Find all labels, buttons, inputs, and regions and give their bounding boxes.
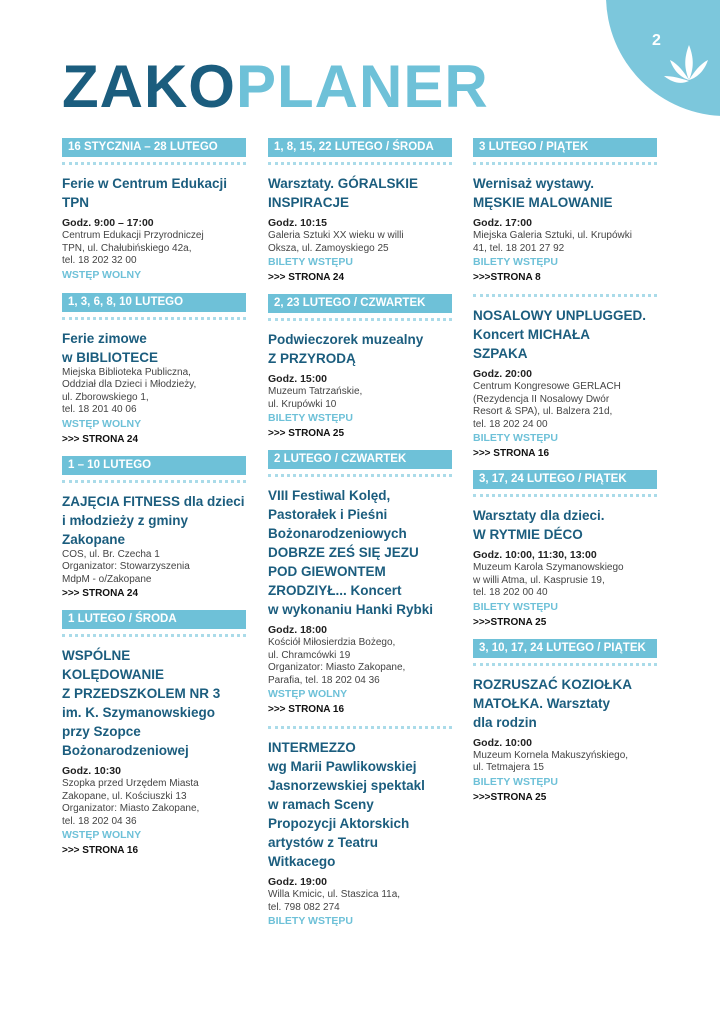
event-date-header: 3 LUTEGO / PIĄTEK xyxy=(473,138,657,157)
logo-part-planer: PLANER xyxy=(235,53,489,120)
dotted-divider xyxy=(473,294,657,297)
event-title: ROZRUSZAĆ KOZIOŁKA MATOŁKA. Warsztaty dla rodzin xyxy=(473,676,632,730)
event-date-header: 1 – 10 LUTEGO xyxy=(62,456,246,475)
event-title: NOSALOWY UNPLUGGED. Koncert MICHAŁA SZPAKA xyxy=(473,308,647,361)
event-tickets: BILETY WSTĘPU xyxy=(473,432,558,444)
zakoplaner-logo xyxy=(62,53,489,120)
event-item xyxy=(473,470,657,629)
event-venue: Willa Kmicic, ul. Staszica 11a, tel. 798 082 274 xyxy=(268,889,401,913)
event-page-ref: >>> STRONA 24 xyxy=(62,588,139,599)
dotted-divider xyxy=(473,162,657,165)
event-item xyxy=(268,726,452,929)
logo-part-zako: ZAKO xyxy=(62,53,236,120)
event-item xyxy=(268,138,452,284)
event-venue: Muzeum Kornela Makuszyńskiego, ul. Tetmajera 15 xyxy=(473,749,629,773)
dotted-divider xyxy=(62,162,246,165)
event-page-ref: >>> STRONA 16 xyxy=(62,845,139,856)
event-title: INTERMEZZO wg Marii Pawlikowskiej Jasnorzewskiej spektakl w ramach Sceny Propozycji Aktorskich artystów z Teatru Witkacego xyxy=(268,740,425,869)
leaf-logo-icon xyxy=(664,40,714,90)
event-date-header: 2, 23 LUTEGO / CZWARTEK xyxy=(268,294,452,313)
event-tickets: BILETY WSTĘPU xyxy=(473,256,558,268)
event-tickets: BILETY WSTĘPU xyxy=(473,600,558,613)
column-3 xyxy=(473,138,657,814)
event-title: WSPÓLNE KOLĘDOWANIE Z PRZEDSZKOLEM NR 3 im. K. Szymanowskiego przy Szopce Bożonarodzeniowej xyxy=(62,648,221,758)
event-venue: Miejska Galeria Sztuki, ul. Krupówki 41, tel. 18 201 27 92 xyxy=(473,230,632,254)
event-title: Warsztaty. GÓRALSKIE INSPIRACJE xyxy=(268,176,419,210)
event-venue: Centrum Edukacji Przyrodniczej TPN, ul. Chałubińskiego 42a, tel. 18 202 32 00 xyxy=(62,230,204,266)
event-time: Godz. 9:00 – 17:00 xyxy=(62,217,154,229)
event-page-ref: >>> STRONA 16 xyxy=(473,448,550,459)
event-title: Warsztaty dla dzieci. W RYTMIE DÉCO xyxy=(473,508,605,542)
event-tickets: WSTĘP WOLNY xyxy=(62,417,142,430)
event-item xyxy=(268,450,452,716)
event-time: Godz. 10:00, 11:30, 13:00 xyxy=(473,549,597,561)
column-2 xyxy=(268,138,452,939)
event-page-ref: >>> STRONA 24 xyxy=(268,272,345,283)
event-item xyxy=(62,610,246,857)
event-tickets: WSTĘP WOLNY xyxy=(268,688,348,700)
event-venue: Miejska Biblioteka Publiczna, Oddział dla Dzieci i Młodzieży, ul. Zborowskiego 1, tel. 18 201 40 06 xyxy=(62,366,197,415)
event-tickets: WSTĘP WOLNY xyxy=(62,829,142,841)
event-title: Podwieczorek muzealny Z PRZYRODĄ xyxy=(268,332,424,366)
event-venue: Galeria Sztuki XX wieku w willi Oksza, ul. Zamoyskiego 25 xyxy=(268,230,404,254)
event-date-header: 3, 17, 24 LUTEGO / PIĄTEK xyxy=(473,470,657,489)
event-item xyxy=(62,138,246,283)
event-date-header: 2 LUTEGO / CZWARTEK xyxy=(268,450,452,469)
dotted-divider xyxy=(268,318,452,321)
event-page-ref: >>> STRONA 25 xyxy=(268,428,345,439)
event-time: Godz. 18:00 xyxy=(268,624,327,636)
column-1 xyxy=(62,138,246,867)
event-date-header: 1, 3, 6, 8, 10 LUTEGO xyxy=(62,293,246,312)
page-number: 2 xyxy=(652,32,661,49)
event-title: VIII Festiwal Kolęd, Pastorałek i Pieśni Bożonarodzeniowych DOBRZE ZEŚ SIĘ JEZU POD GIEWONTEM ZRODZIYŁ... Koncert w wykonaniu Hanki Rybki xyxy=(268,488,434,617)
event-title: Ferie w Centrum Edukacji TPN xyxy=(62,176,228,210)
dotted-divider xyxy=(62,480,246,483)
event-time: Godz. 10:15 xyxy=(268,217,327,229)
event-title: Ferie zimowe w BIBLIOTECE xyxy=(62,330,159,365)
event-date-header: 3, 10, 17, 24 LUTEGO / PIĄTEK xyxy=(473,639,657,658)
event-page-ref: >>> STRONA 16 xyxy=(268,704,345,715)
event-item xyxy=(473,639,657,804)
event-page-ref: >>> STRONA 24 xyxy=(62,433,139,445)
event-date-header: 1, 8, 15, 22 LUTEGO / ŚRODA xyxy=(268,138,452,157)
event-item xyxy=(473,138,657,284)
event-venue: Centrum Kongresowe GERLACH (Rezydencja II Nosalowy Dwór Resort & SPA), ul. Balzera 21d, tel. 18 202 24 00 xyxy=(473,381,621,430)
event-venue: Muzeum Tatrzańskie, ul. Krupówki 10 xyxy=(268,386,363,410)
event-title: Wernisaż wystawy. MĘSKIE MALOWANIE xyxy=(473,176,613,210)
event-date-header: 16 STYCZNIA – 28 LUTEGO xyxy=(62,138,246,157)
event-tickets: WSTĘP WOLNY xyxy=(62,268,142,281)
dotted-divider xyxy=(473,663,657,666)
dotted-divider xyxy=(268,474,452,477)
dotted-divider xyxy=(268,162,452,165)
event-time: Godz. 15:00 xyxy=(268,373,327,385)
event-date-header: 1 LUTEGO / ŚRODA xyxy=(62,610,246,629)
event-time: Godz. 10:00 xyxy=(473,736,532,749)
event-title: ZAJĘCIA FITNESS dla dzieci i młodzieży z gminy Zakopane xyxy=(62,493,245,547)
event-venue: Kościół Miłosierdzia Bożego, ul. Chramcówki 19 Organizator: Miasto Zakopane, Parafia, tel. 18 202 04 36 xyxy=(268,637,406,686)
event-item xyxy=(62,456,246,601)
dotted-divider xyxy=(62,634,246,637)
dotted-divider xyxy=(62,317,246,320)
event-item xyxy=(268,294,452,440)
dotted-divider xyxy=(268,726,452,729)
event-tickets: BILETY WSTĘPU xyxy=(268,915,353,927)
event-tickets: BILETY WSTĘPU xyxy=(268,412,353,424)
event-time: Godz. 10:30 xyxy=(62,765,121,777)
event-venue: Muzeum Karola Szymanowskiego w willi Atma, ul. Kasprusie 19, tel. 18 202 00 40 xyxy=(473,562,624,598)
event-venue: COS, ul. Br. Czecha 1 Organizator: Stowarzyszenia MdpM - o/Zakopane xyxy=(62,548,190,585)
event-tickets: BILETY WSTĘPU xyxy=(473,775,558,788)
event-time: Godz. 17:00 xyxy=(473,217,532,229)
event-time: Godz. 19:00 xyxy=(268,876,327,888)
event-page-ref: >>>STRONA 8 xyxy=(473,272,541,283)
event-tickets: BILETY WSTĘPU xyxy=(268,256,353,268)
dotted-divider xyxy=(473,494,657,497)
event-item xyxy=(473,294,657,460)
event-page-ref: >>>STRONA 25 xyxy=(473,616,547,628)
event-time: Godz. 20:00 xyxy=(473,368,532,380)
event-page-ref: >>>STRONA 25 xyxy=(473,791,547,803)
event-venue: Szopka przed Urzędem Miasta Zakopane, ul. Kościuszki 13 Organizator: Miasto Zakopane, tel. 18 202 04 36 xyxy=(62,778,200,827)
event-item xyxy=(62,293,246,446)
